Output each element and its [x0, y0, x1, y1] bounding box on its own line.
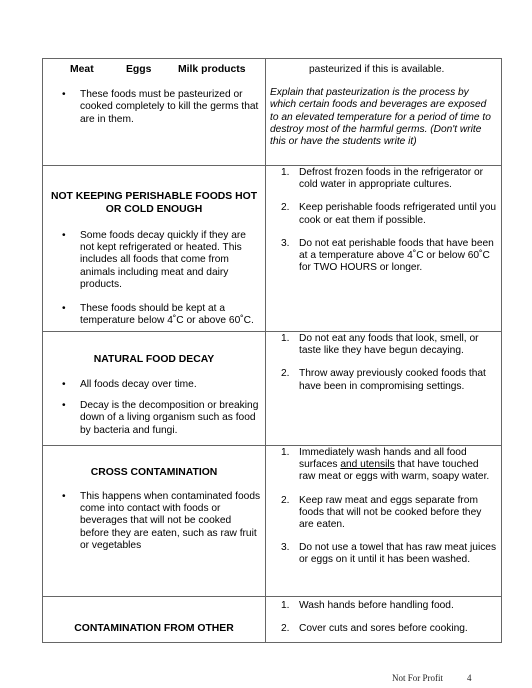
list-item-text: Immediately wash hands and all food surfaces: [299, 447, 467, 471]
bullet-glyph: •: [62, 379, 66, 390]
numbered-list: [266, 167, 501, 274]
food-safety-table: [42, 58, 502, 643]
table-row: [43, 166, 502, 332]
list-item: 2. Keep perishable foods refrigerated until you cook or eat them if possible.: [281, 202, 497, 226]
list-item: [43, 89, 265, 126]
list-item-text: Do not eat any foods that look, smell, or taste like they have begun decaying.: [299, 333, 479, 357]
list-item-text: Throw away previously cooked foods that have been in compromising settings.: [299, 368, 486, 392]
table-cell-right: [266, 597, 502, 643]
list-item: 1. Immediately wash hands and all food surfaces and utensils that have touched raw meat or eggs with warm, soapy water.: [281, 447, 490, 483]
numbered-list: [266, 447, 501, 567]
table-cell-left: [43, 166, 266, 332]
table-row: [43, 446, 502, 597]
bullet-list: [43, 491, 265, 552]
bullet-glyph: •: [62, 89, 66, 101]
list-item-text: These foods must be pasteurized or cooked completely to kill the germs that are in them.: [80, 89, 259, 125]
table-row: [43, 59, 502, 166]
topic-title: CROSS CONTAMINATION: [90, 467, 218, 478]
underlined-text: and utensils: [340, 459, 395, 471]
bullet-glyph: •: [62, 491, 66, 502]
topic-title: CONTAMINATION FROM OTHER: [74, 623, 234, 634]
list-item-text: All foods decay over time.: [80, 379, 197, 390]
list-item: [43, 303, 265, 327]
list-item: 2. Cover cuts and sores before cooking.: [281, 623, 468, 635]
list-item: [43, 491, 265, 552]
bullet-glyph: •: [62, 230, 66, 241]
table-cell-left: [43, 59, 266, 166]
list-item-text: Keep raw meat and eggs separate from foods that will not be cooked before they are eaten.: [299, 494, 482, 531]
table-cell-left: [43, 446, 266, 597]
bullet-list: [43, 230, 265, 327]
list-item: 2. Keep raw meat and eggs separate from foods that will not be cooked before they are eaten.: [281, 494, 482, 531]
list-item-text: Do not eat perishable foods that have been at a temperature above 4˚C or below 60˚C for TWO HOURS or longer.: [299, 237, 494, 274]
table-row: [43, 597, 502, 643]
header-item: Milk products: [178, 64, 246, 75]
page-footer: [392, 673, 472, 683]
food-category-header: [43, 59, 265, 76]
bullet-glyph: •: [62, 400, 66, 412]
list-item: 1. Do not eat any foods that look, smell, or taste like they have begun decaying.: [281, 333, 479, 357]
table-cell-right: [266, 332, 502, 446]
topic-title: NOT KEEPING PERISHABLE FOODS HOT OR COLD ENOUGH: [50, 191, 258, 215]
table-cell-right: [266, 166, 502, 332]
list-item-text: that have touched raw meat or eggs with warm, soapy water.: [299, 459, 490, 483]
table-cell-left: [43, 332, 266, 446]
bullet-list: [43, 89, 265, 126]
list-item-text: Do not use a towel that has raw meat juices or eggs on it until it has been washed.: [299, 542, 497, 566]
teacher-note: Explain that pasteurization is the process by which certain foods and beverages are exposed to an elevated temperature for a period of time to destroy most of the harmful germs. (Don't write this or have the students write it): [270, 87, 491, 148]
footer-text: Not For Profit: [392, 673, 444, 683]
list-item-text: Some foods decay quickly if they are not kept refrigerated or heated. This includes all foods that come from animals including meat and dairy products.: [80, 230, 246, 290]
list-item: 2. Throw away previously cooked foods that have been in compromising settings.: [281, 368, 486, 392]
table-cell-right: [266, 59, 502, 166]
header-item: Meat: [70, 64, 94, 75]
cell-text: pasteurized if this is available.: [309, 64, 445, 75]
list-item-text: Cover cuts and sores before cooking.: [299, 623, 468, 635]
list-item: [43, 400, 265, 437]
list-item: 1. Wash hands before handling food.: [281, 600, 454, 611]
list-item-text: Defrost frozen foods in the refrigerator or cold water in appropriate cultures.: [299, 167, 484, 191]
page-number: 4: [467, 673, 472, 683]
table-cell-left: [43, 597, 266, 643]
numbered-list: [266, 600, 501, 635]
list-item: [43, 379, 265, 391]
list-item-text: These foods should be kept at a temperature below 4˚C or above 60˚C.: [80, 303, 254, 327]
bullet-glyph: •: [62, 303, 66, 315]
table-cell-right: [266, 446, 502, 597]
list-item-text: Keep perishable foods refrigerated until you cook or eat them if possible.: [299, 202, 497, 226]
bullet-list: [43, 379, 265, 437]
list-item: 3. Do not use a towel that has raw meat juices or eggs on it until it has been washed.: [281, 542, 497, 566]
list-item: 1. Defrost frozen foods in the refrigerator or cold water in appropriate cultures.: [281, 167, 484, 191]
list-item-text: Wash hands before handling food.: [299, 600, 454, 611]
topic-title: NATURAL FOOD DECAY: [93, 354, 215, 365]
table-row: [43, 332, 502, 446]
list-item: 3. Do not eat perishable foods that have been at a temperature above 4˚C or below 60˚C for TWO HOURS or longer.: [281, 237, 494, 274]
header-item: Eggs: [126, 64, 152, 75]
list-item-text: Decay is the decomposition or breaking down of a living organism such as food by bacteria and fungi.: [80, 400, 259, 436]
list-item: [43, 230, 265, 291]
numbered-list: [266, 333, 501, 393]
list-item-text: This happens when contaminated foods come into contact with foods or beverages that will not be cooked before they are eaten, such as raw fruit or vegetables: [80, 491, 261, 551]
